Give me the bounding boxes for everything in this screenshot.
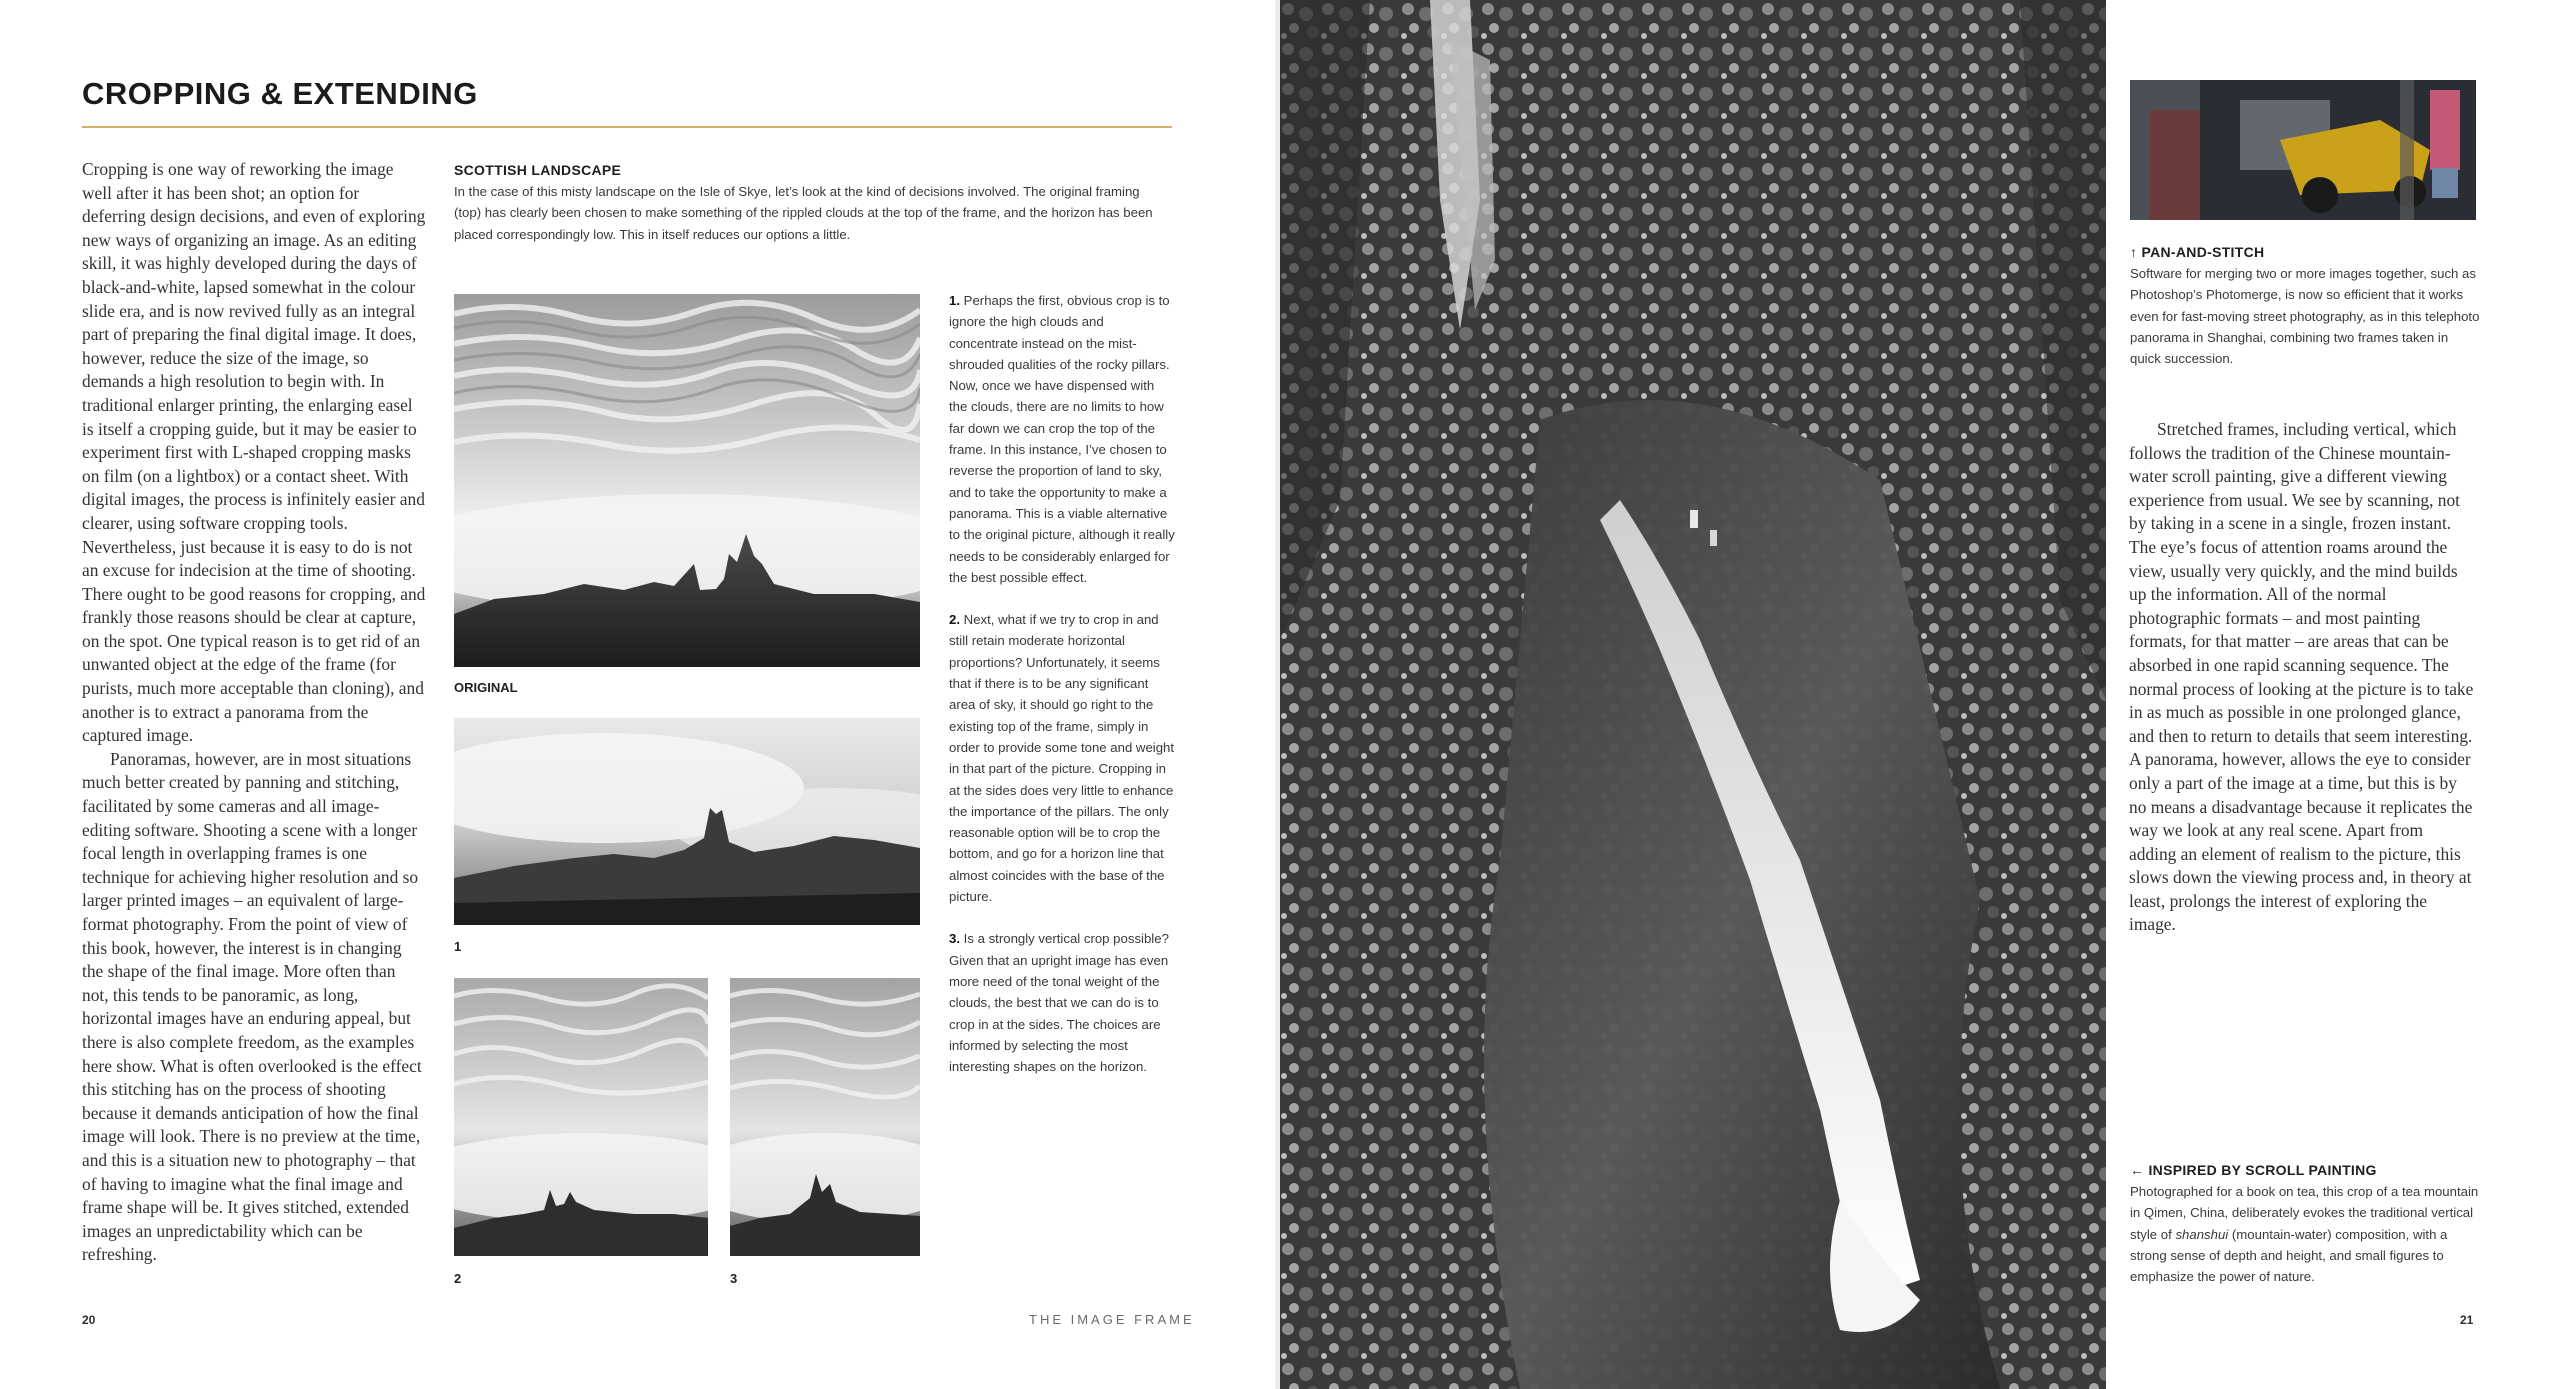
scottish-intro: In the case of this misty landscape on the Isle of Skye, let’s look at the kind of decisions involved. The original framing (top) has clearly been chosen to make something of the rippled clouds at the top of the frame, and the horizon has been placed correspondingly low. This in itself reduces our options a little. bbox=[454, 184, 1153, 242]
scroll-painting-heading: ← INSPIRED BY SCROLL PAINTING bbox=[2130, 1162, 2377, 1178]
caption-text: Next, what if we try to crop in and still retain moderate horizontal proportions? Unfortunately, it seems that if there is to be any significant area of sky, it should go right to the existing top of the frame, simply in order to provide some tone and weight in that part of the picture. Cropping in at the sides does very little to enhance the importance of the pillars. The only reasonable option will be to crop the bottom, and go for a horizon line that almost coincides with the base of the picture. bbox=[949, 612, 1175, 905]
label-crop-2: 2 bbox=[454, 1271, 462, 1286]
caption-crop-3 bbox=[949, 928, 1175, 1077]
title-rule bbox=[82, 126, 1172, 128]
photo-crop-3 bbox=[730, 978, 920, 1256]
pan-and-stitch-caption: Software for merging two or more images together, such as Photoshop’s Photomerge, is now so efficient that it works even for fast-moving street photography, as in this telephoto panorama in Shanghai, combining two frames taken in quick succession. bbox=[2130, 266, 2480, 367]
caption-number: 2. bbox=[949, 612, 960, 628]
page-title: CROPPING & EXTENDING bbox=[82, 76, 478, 111]
caption-crop-2 bbox=[949, 609, 1175, 907]
caption-number: 1. bbox=[949, 293, 960, 308]
caption-text: Perhaps the first, obvious crop is to ignore the high clouds and concentrate instead on the mist-shrouded qualities of the rocky pillars. Now, once we have dispensed with the clouds, there are no limits to how far down we can crop the top of the frame. In this instance, I’ve chosen to reverse the proportion of land to sky, and to take the opportunity to make a panorama. This is a viable alternative to the original picture, although it really needs to be considerably enlarged for the best possible effect. bbox=[949, 293, 1175, 585]
body-paragraph: Stretched frames, including vertical, which follows the tradition of the Chinese mountain-water scroll painting, give a different viewing experience from usual. We see by scanning, not by taking in a scene in a single, frozen instant. The eye’s focus of attention roams around the view, usually very quickly, and the mind builds up the information. All of the normal photographic formats – and most painting formats, for that matter – are areas that can be absorbed in one rapid scanning sequence. The normal process of looking at the picture is to take in as much as possible in one prolonged glance, and then to return to details that seem interesting. A panorama, however, allows the eye to consider only a part of the image at a time, but this is by no means a disadvantage because it replicates the way we look at any real scene. Apart from adding an element of realism to the picture, this slows down the viewing process and, in theory at least, prolongs the interest of exploring the image. bbox=[2129, 419, 2474, 935]
caption-italic-term: shanshui bbox=[2175, 1226, 2229, 1242]
photo-shanghai-street bbox=[2130, 80, 2476, 220]
body-paragraph: Cropping is one way of reworking the image well after it has been shot; an option for deferring design decisions, and even of exploring new ways of organizing an image. As an editing skill, it was highly developed during the days of black-and-white, lapsed somewhat in the colour slide era, and is now revived fully as an integral part of preparing the final digital image. It does, however, reduce the size of the image, so demands a high resolution to begin with. In traditional enlarger printing, the enlarging easel is itself a cropping guide, but it may be easier to experiment first with L-shaped cropping masks on film (on a lightbox) or a contact sheet. With digital images, the process is infinitely easier and clearer, using software cropping tools. Nevertheless, just because it is easy to do is not an excuse for indecision at the time of shooting. There ought to be good reasons for cropping, and frankly those reasons should be clear at capture, on the spot. One typical reason is to get rid of an unwanted object at the edge of the frame (for purists, much more acceptable than cloning), and another is to extract a panorama from the captured image. bbox=[82, 159, 426, 746]
caption-text: Is a strongly vertical crop possible? Given that an upright image has even more need of the tonal weight of the clouds, the best that we can do is to crop in at the sides. The choices are informed by selecting the most interesting shapes on the horizon. bbox=[949, 931, 1169, 1075]
label-crop-3: 3 bbox=[730, 1271, 738, 1286]
caption-number: 3. bbox=[949, 931, 960, 947]
scottish-heading: SCOTTISH LANDSCAPE bbox=[454, 162, 622, 178]
caption-text: Photographed for a book on tea, this crop of a tea mountain in Qimen, China, deliberately evokes the traditional vertical style of bbox=[2130, 1184, 2479, 1242]
left-body-column bbox=[82, 158, 426, 1267]
photo-crop-1-panorama bbox=[454, 718, 920, 925]
caption-text: (mountain-water) composition, with a strong sense of depth and height, and small figures to emphasize the power of nature. bbox=[2130, 1226, 2448, 1285]
label-original: ORIGINAL bbox=[454, 680, 518, 695]
page-number-left: 20 bbox=[82, 1313, 96, 1327]
page-number-right: 21 bbox=[2460, 1313, 2474, 1327]
scroll-painting-caption bbox=[2130, 1181, 2480, 1287]
pan-and-stitch-heading: ↑ PAN-AND-STITCH bbox=[2130, 244, 2265, 260]
caption-crop-1 bbox=[949, 290, 1175, 588]
photo-waterfall-qimen bbox=[1280, 0, 2106, 1389]
crop-captions bbox=[949, 290, 1175, 1098]
photo-crop-2 bbox=[454, 978, 708, 1256]
right-body-column bbox=[2129, 418, 2474, 937]
running-footer: THE IMAGE FRAME bbox=[1029, 1312, 1195, 1327]
body-paragraph: Panoramas, however, are in most situations much better created by panning and stitching, facilitated by some cameras and all image-editing software. Shooting a scene with a longer focal length in overlapping frames is one technique for achieving higher resolution and so larger printed images – an equivalent of large-format photography. From the point of view of this book, however, the interest is in changing the shape of the final image. More often than not, this tends to be panoramic, as long, horizontal images have an enduring appeal, but there is also complete freedom, as the examples here show. What is often overlooked is the effect this stitching has on the process of shooting because it demands anticipation of how the final image will look. There is no preview at the time, and this is a situation new to photography – that of having to imagine what the final image and frame shape will be. It gives stitched, extended images an unpredictability which can be refreshing. bbox=[82, 748, 422, 1265]
photo-original-skye bbox=[454, 294, 920, 667]
label-crop-1: 1 bbox=[454, 939, 462, 954]
